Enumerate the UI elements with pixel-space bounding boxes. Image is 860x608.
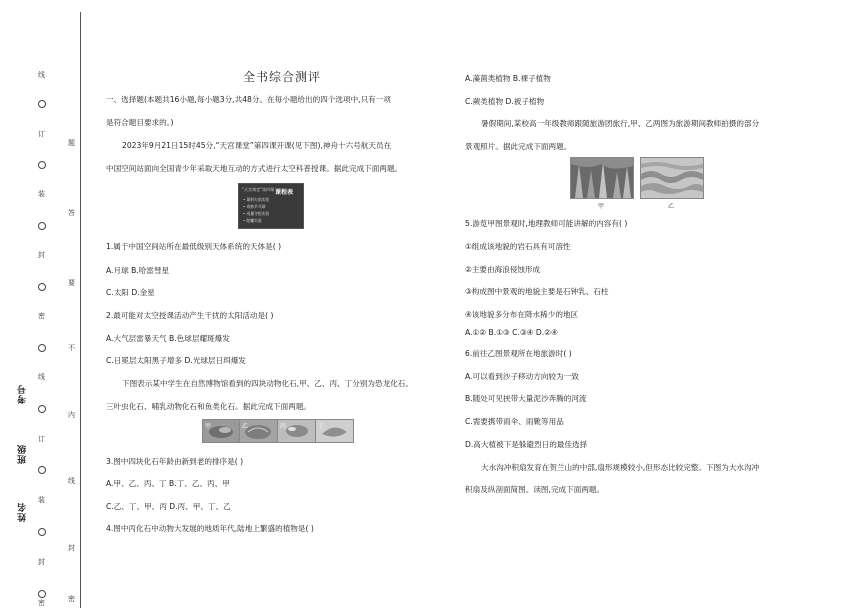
question-6: 6.前往乙图景观所在地旅游时( ) (465, 349, 572, 358)
fossil-photo (239, 419, 278, 443)
question-3: 3.图中四块化石年龄由新到老的排序是( ) (106, 457, 244, 466)
q1-options-cd: C.太阳 D.金星 (106, 288, 155, 297)
margin-char: 密 (68, 595, 75, 603)
q3-options-ab: A.甲、乙、丙、丁 B.丁、乙、丙、甲 (106, 479, 230, 488)
fossil-label: 甲 (205, 423, 212, 430)
photo-label-yi: 乙 (668, 203, 675, 210)
karst-photo (570, 157, 634, 199)
fossil-photo (277, 419, 316, 443)
margin-char: 线 (68, 477, 75, 485)
section-instruction-cont: 是符合题目要求的。) (106, 118, 174, 127)
binding-hole (38, 405, 46, 413)
fossil-label: 丁 (318, 423, 325, 430)
question-5: 5.游览甲图景观时,地理教师可能讲解的内容有( ) (465, 219, 628, 228)
dune-photo (640, 157, 704, 199)
margin-char: 订 (38, 435, 45, 443)
margin-char: 不 (68, 344, 75, 352)
screen-row: • 奇妙乒乓球 (243, 204, 266, 209)
passage-text: 三叶虫化石、哺乳动物化石和鱼类化石。据此完成下面两题。 (106, 402, 312, 411)
class-label: 班级 (18, 444, 28, 464)
margin-char: 密 (38, 599, 45, 607)
binding-hole (38, 283, 46, 291)
fossil-photo (315, 419, 354, 443)
q1-options-ab: A.月球 B.哈雷彗星 (106, 266, 170, 275)
q6-option-c: C.需要携带雨伞、雨靴等用品 (465, 417, 564, 426)
q2-options-cd: C.日冕层太阳黑子增多 D.光球层日珥爆发 (106, 356, 246, 365)
screen-header: “天宫课堂”第四课 (242, 187, 275, 192)
passage-text: 积扇及纵剖面简图。读图,完成下面两题。 (465, 485, 605, 494)
q4-options-ab: A.藻菌类植物 B.裸子植物 (465, 74, 551, 83)
passage-text: 中国空间站面向全国青少年采取天地互动的方式进行太空科普授课。据此完成下面两题。 (106, 164, 403, 173)
margin-char: 订 (38, 130, 45, 138)
margin-char: 内 (68, 411, 75, 419)
margin-char: 答 (68, 209, 75, 217)
q6-option-a: A.可以看到沙子移动方向较为一致 (465, 372, 579, 381)
q5-statement-3: ③构成图中景观的地貌主要是石钟乳、石柱 (465, 287, 609, 296)
q3-options-cd: C.乙、丁、甲、丙 D.丙、甲、丁、乙 (106, 502, 231, 511)
binding-divider (80, 12, 81, 608)
passage-text: 景观照片。据此完成下面两题。 (465, 142, 572, 151)
fossil-label: 乙 (242, 423, 249, 430)
binding-hole (38, 161, 46, 169)
page-title: 全书综合测评 (243, 70, 322, 84)
margin-char: 装 (38, 190, 45, 198)
binding-hole (38, 528, 46, 536)
screen-row: • 动量守恒实验 (243, 211, 270, 216)
margin-char: 线 (38, 71, 45, 79)
q2-options-ab: A.大气层雷暴天气 B.色球层耀斑爆发 (106, 334, 230, 343)
fossil-photo (202, 419, 240, 443)
q6-option-b: B.随处可见挟带大量泥沙奔腾的河流 (465, 394, 587, 403)
margin-char: 要 (68, 279, 75, 287)
margin-char: 封 (38, 558, 45, 566)
passage-text: 下图表示某中学生在自然博物馆看到的四块动物化石,甲、乙、丙、丁分别为恐龙化石、 (122, 379, 413, 388)
q5-statement-2: ②主要由海浪侵蚀形成 (465, 265, 541, 274)
margin-char: 封 (68, 544, 75, 552)
q6-option-d: D.高大植被下是躲避烈日的最佳选择 (465, 440, 588, 449)
fossil-label: 丙 (280, 423, 287, 430)
q5-choices: A.①② B.①③ C.③④ D.②④ (465, 328, 558, 337)
photo-label-jia: 甲 (598, 203, 605, 210)
margin-char: 密 (38, 312, 45, 320)
margin-char: 线 (38, 373, 45, 381)
passage-text: 暑假期间,某校高一年级教师跟随旅游团旅行,甲、乙两图为旅游期间教师拍摄的部分 (481, 119, 760, 128)
screen-row: • 球形火焰实验 (243, 197, 270, 202)
binding-hole (38, 222, 46, 230)
q5-statement-1: ①组成该地貌的岩石具有可溶性 (465, 242, 571, 251)
margin-char: 装 (38, 496, 45, 504)
binding-margin (0, 0, 82, 608)
tiangong-screen-figure (238, 183, 304, 229)
passage-text: 2023年9月21日15时45分,“天宫课堂”第四课开课(见下图),神舟十六号航天员在 (122, 141, 392, 150)
margin-char: 封 (38, 251, 45, 259)
binding-hole (38, 466, 46, 474)
name-label: 姓名 (18, 502, 28, 522)
binding-hole (38, 100, 46, 108)
q5-statement-4: ④该地貌多分布在降水稀少的地区 (465, 310, 579, 319)
binding-hole (38, 590, 46, 598)
screen-title: 课程表 (275, 189, 294, 196)
screen-row: • 陀螺实验 (243, 218, 262, 223)
question-1: 1.属于中国空间站所在最低级别天体系统的天体是( ) (106, 242, 282, 251)
passage-text: 大水沟冲积扇发育在贺兰山的中部,扇形规模较小,但形态比较完整。下图为大水沟冲 (481, 463, 760, 472)
exam-number-label: 考号 (18, 384, 28, 404)
margin-char: 题 (68, 139, 75, 147)
q4-options-cd: C.蕨类植物 D.被子植物 (465, 97, 545, 106)
binding-hole (38, 344, 46, 352)
question-2: 2.最可能对太空授课活动产生干扰的太阳活动是( ) (106, 311, 274, 320)
section-instruction: 一、选择题(本题共16小题,每小题3分,共48分。在每小题给出的四个选项中,只有一项 (106, 95, 391, 104)
question-4: 4.图中丙化石中动物大发展的地质年代,陆地上繁盛的植物是( ) (106, 524, 314, 533)
